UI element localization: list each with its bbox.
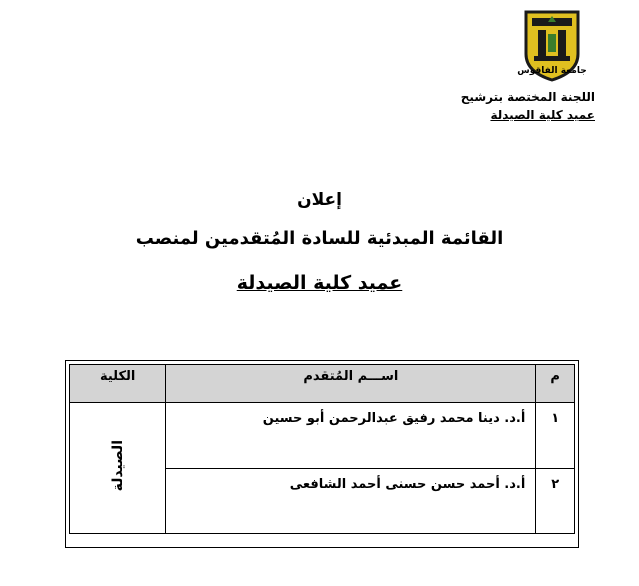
post-title: عميد كلية الصيدلة bbox=[236, 272, 403, 294]
row-num: ٢ bbox=[536, 468, 575, 534]
committee-block bbox=[415, 88, 595, 124]
list-title: القائمة المبدئية للسادة المُتقدمين لمنصب bbox=[135, 228, 504, 249]
row-name: أ.د. دينا محمد رفيق عبدالرحمن أبو حسين bbox=[166, 403, 536, 469]
header-faculty: الكلية bbox=[70, 365, 166, 403]
university-logo bbox=[512, 8, 592, 84]
committee-line-2: عميد كلية الصيدلة bbox=[490, 108, 595, 122]
committee-line-1: اللجنة المختصة بترشيح bbox=[460, 90, 595, 104]
row-num: ١ bbox=[536, 403, 575, 469]
faculty-cell bbox=[70, 403, 166, 534]
table-header-row bbox=[70, 365, 575, 403]
candidates-table bbox=[69, 364, 575, 534]
header-num: م bbox=[536, 365, 575, 403]
header-name: اســـم المُتقدم bbox=[166, 365, 536, 403]
table-row bbox=[70, 403, 575, 469]
announcement-title: إعلان bbox=[297, 190, 342, 210]
faculty-value: الصيدلة bbox=[109, 440, 126, 492]
seal-text: جامعة الفاقوس bbox=[517, 66, 587, 76]
row-name: أ.د. أحمد حسن حسنى أحمد الشافعى bbox=[166, 468, 536, 534]
